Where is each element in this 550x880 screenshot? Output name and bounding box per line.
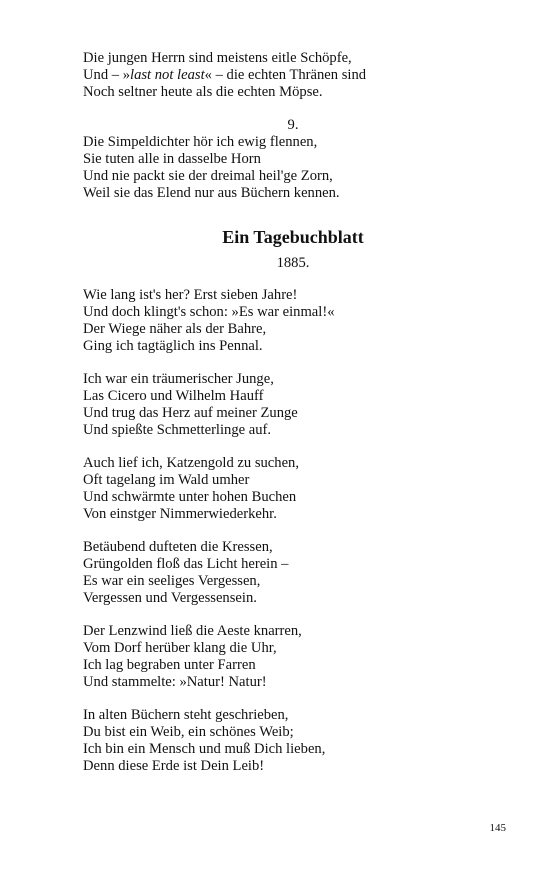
verse-line: Weil sie das Elend nur aus Büchern kennen. <box>83 185 340 201</box>
verse-line: Und stammelte: »Natur! Natur! <box>83 674 267 690</box>
verse-line: Betäubend dufteten die Kressen, <box>83 539 273 555</box>
verse-line: Vergessen und Vergessensein. <box>83 590 257 606</box>
verse-line: Wie lang ist's her? Erst sieben Jahre! <box>83 287 298 303</box>
verse-line: Und schwärmte unter hohen Buchen <box>83 489 297 505</box>
poem-year: 1885. <box>276 255 310 271</box>
verse-line: Und spießte Schmetterlinge auf. <box>83 422 272 438</box>
verse-line: Vom Dorf herüber klang die Uhr, <box>83 640 277 656</box>
verse-line: Du bist ein Weib, ein schönes Weib; <box>83 724 294 740</box>
verse-text: Und – » <box>83 67 131 83</box>
verse-line: Der Lenzwind ließ die Aeste knarren, <box>83 623 302 639</box>
poem-title: Ein Tagebuchblatt <box>222 227 364 247</box>
page-number: 145 <box>489 822 506 834</box>
verse-line: In alten Büchern steht geschrieben, <box>83 707 289 723</box>
verse-line: Der Wiege näher als der Bahre, <box>83 321 267 337</box>
verse-line: Ich bin ein Mensch und muß Dich lieben, <box>83 741 326 757</box>
verse-line: Von einstger Nimmerwiederkehr. <box>83 506 277 522</box>
verse-line: Sie tuten alle in dasselbe Horn <box>83 151 261 167</box>
verse-line: Die jungen Herrn sind meistens eitle Schöpfe, <box>83 50 352 66</box>
verse-line: Und nie packt sie der dreimal heil'ge Zorn, <box>83 168 333 184</box>
verse-line: Noch seltner heute als die echten Möpse. <box>83 84 323 100</box>
verse-line: Die Simpeldichter hör ich ewig flennen, <box>83 134 318 150</box>
section-number: 9. <box>287 117 299 133</box>
verse-line: Es war ein seeliges Vergessen, <box>83 573 261 589</box>
verse-line: Grüngolden floß das Licht herein – <box>83 556 289 572</box>
verse-line: Denn diese Erde ist Dein Leib! <box>83 758 265 774</box>
verse-line <box>83 67 366 84</box>
verse-line: Las Cicero und Wilhelm Hauff <box>83 388 264 404</box>
verse-line: Und trug das Herz auf meiner Zunge <box>83 405 298 421</box>
verse-line: Oft tagelang im Wald umher <box>83 472 250 488</box>
verse-line: Ging ich tagtäglich ins Pennal. <box>83 338 263 354</box>
verse-line: Ich lag begraben unter Farren <box>83 657 256 673</box>
verse-text: « – die echten Thränen sind <box>204 67 367 83</box>
verse-line: Und doch klingt's schon: »Es war einmal!« <box>83 304 335 320</box>
italic-phrase: last not least <box>130 67 205 83</box>
verse-line: Auch lief ich, Katzengold zu suchen, <box>83 455 299 471</box>
verse-line: Ich war ein träumerischer Junge, <box>83 371 274 387</box>
